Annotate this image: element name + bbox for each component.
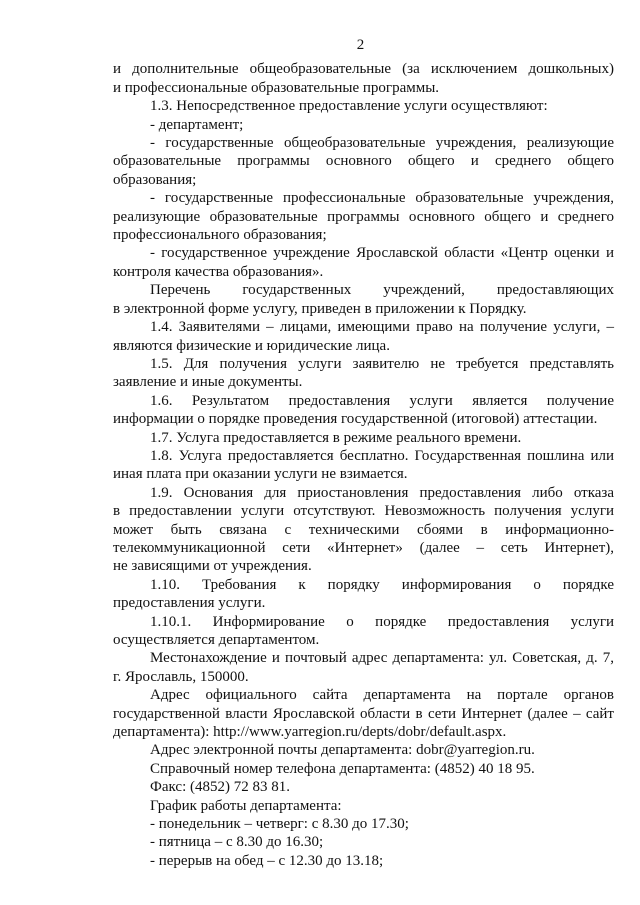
paragraph-line: заявление и иные документы.	[113, 374, 303, 391]
paragraph	[113, 97, 614, 115]
paragraph-line: 1.3. Непосредственное предоставление услуги осуществляют:	[150, 98, 548, 115]
paragraph-line: - перерыв на обед – с 12.30 до 13.18;	[150, 852, 384, 869]
paragraph	[113, 686, 614, 741]
paragraph-line: образования;	[113, 171, 197, 188]
paragraph-line: контроля качества образования».	[113, 263, 324, 280]
paragraph	[113, 116, 614, 134]
paragraph	[113, 392, 614, 429]
paragraph-line: 1.10.1. Информирование о порядке предоставления услуги	[150, 613, 614, 630]
paragraph-line: 1.8. Услуга предоставляется бесплатно. Государственная пошлина или	[150, 447, 614, 464]
paragraph	[113, 576, 614, 613]
paragraph	[113, 318, 614, 355]
paragraph-line: 1.9. Основания для приостановления предоставления либо отказа	[150, 484, 614, 501]
paragraph-line: образовательные программы основного общего и среднего общего	[113, 153, 614, 170]
paragraph	[113, 852, 614, 870]
paragraph	[113, 613, 614, 650]
paragraph-line: График работы департамента:	[150, 797, 342, 814]
paragraph-line: - пятница – с 8.30 до 16.30;	[150, 834, 324, 851]
document-body	[113, 60, 614, 870]
paragraph	[113, 833, 614, 851]
paragraph-line: телекоммуникационной сети «Интернет» (далее – сеть Интернет),	[113, 539, 614, 556]
paragraph-line: - государственные общеобразовательные учреждения, реализующие	[150, 135, 614, 152]
paragraph-line: государственной власти Ярославской области в сети Интернет (далее – сайт	[113, 705, 614, 722]
paragraph-line: 1.6. Результатом предоставления услуги является получение	[150, 392, 614, 409]
paragraph-line: г. Ярославль, 150000.	[113, 668, 249, 685]
paragraph-line: реализующие образовательные программы основного общего и среднего	[113, 208, 614, 225]
paragraph	[113, 244, 614, 281]
paragraph	[113, 447, 614, 484]
paragraph-line: предоставления услуги.	[113, 595, 266, 612]
paragraph	[113, 760, 614, 778]
paragraph-line: - государственное учреждение Ярославской области «Центр оценки и	[150, 245, 614, 262]
paragraph-line: являются физические и юридические лица.	[113, 337, 390, 354]
paragraph-line: и дополнительные общеобразовательные (за исключением дошкольных)	[113, 61, 614, 78]
paragraph	[113, 60, 614, 97]
paragraph-line: может быть связана с техническими сбоями в информационно-	[113, 521, 614, 538]
paragraph-line: Справочный номер телефона департамента: (4852) 40 18 95.	[150, 760, 535, 777]
paragraph	[113, 134, 614, 189]
paragraph-line: 1.7. Услуга предоставляется в режиме реального времени.	[150, 429, 522, 446]
paragraph-line: информации о порядке проведения государственной (итоговой) аттестации.	[113, 411, 598, 428]
paragraph-line: в предоставлении услуги отсутствуют. Невозможность получения услуги	[113, 503, 614, 520]
paragraph-line: Адрес электронной почты департамента: dobr@yarregion.ru.	[150, 742, 535, 759]
paragraph	[113, 815, 614, 833]
paragraph-line: осуществляется департаментом.	[113, 632, 320, 648]
paragraph-line: в электронной форме услугу, приведен в приложении к Порядку.	[113, 300, 527, 317]
paragraph-line: Адрес официального сайта департамента на портале органов	[150, 687, 614, 704]
paragraph-line: - государственные профессиональные образовательные учреждения,	[150, 190, 614, 207]
paragraph-line: Факс: (4852) 72 83 81.	[150, 779, 290, 796]
paragraph-line: - департамент;	[150, 116, 244, 133]
paragraph	[113, 741, 614, 759]
paragraph-line: 1.10. Требования к порядку информирования о порядке	[150, 576, 614, 593]
page-number: 2	[356, 37, 365, 53]
paragraph	[113, 189, 614, 244]
paragraph-line: не зависящими от учреждения.	[113, 558, 312, 575]
paragraph-line: департамента): http://www.yarregion.ru/depts/dobr/default.aspx.	[113, 724, 507, 741]
paragraph-line: Местонахождение и почтовый адрес департамента: ул. Советская, д. 7,	[150, 650, 614, 667]
paragraph	[113, 778, 614, 796]
paragraph-line: профессионального образования;	[113, 227, 327, 244]
paragraph	[113, 797, 614, 815]
paragraph-line: 1.5. Для получения услуги заявителю не требуется представлять	[150, 355, 614, 372]
paragraph	[113, 281, 614, 318]
paragraph	[113, 649, 614, 686]
paragraph	[113, 484, 614, 576]
paragraph	[113, 355, 614, 392]
paragraph-line: - понедельник – четверг: с 8.30 до 17.30;	[150, 816, 409, 833]
paragraph	[113, 429, 614, 447]
paragraph-line: 1.4. Заявителями – лицами, имеющими право на получение услуги, –	[150, 319, 614, 336]
paragraph-line: иная плата при оказании услуги не взимается.	[113, 466, 408, 483]
paragraph-line: Перечень государственных учреждений, предоставляющих	[150, 282, 614, 299]
paragraph-line: и профессиональные образовательные программы.	[113, 79, 440, 96]
